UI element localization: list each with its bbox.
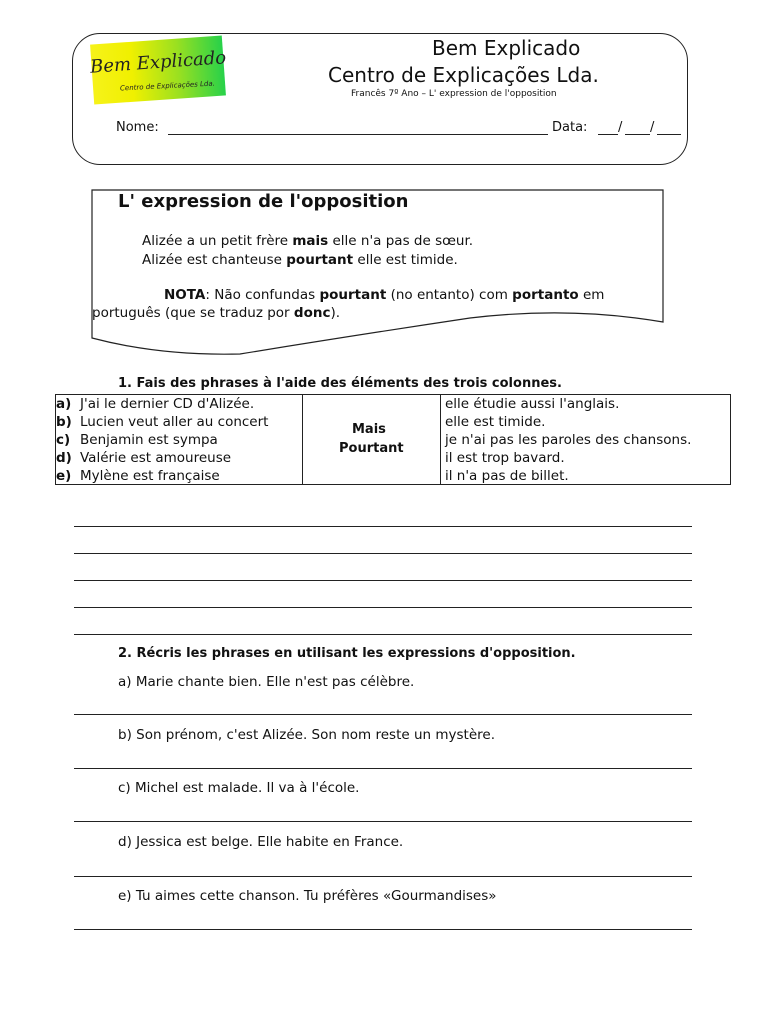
answer-line[interactable] [74, 553, 692, 554]
header-subtitle: Francês 7º Ano – L' expression de l'opposition [351, 89, 557, 99]
exercise2-item-a: a) Marie chante bien. Elle n'est pas célèbre. [118, 674, 415, 690]
answer-line[interactable] [74, 821, 692, 822]
answer-line[interactable] [74, 580, 692, 581]
exercise2-item-b: b) Son prénom, c'est Alizée. Son nom reste un mystère. [118, 727, 495, 743]
left-item-c: c) Benjamin est sympa [56, 432, 218, 448]
connector-pourtant: Pourtant [339, 441, 404, 456]
exercise2-item-c: c) Michel est malade. Il va à l'école. [118, 780, 360, 796]
date-day-line[interactable] [598, 134, 618, 135]
answer-line[interactable] [74, 929, 692, 930]
right-item-1: elle étudie aussi l'anglais. [445, 396, 620, 412]
left-item-e: e) Mylène est française [56, 468, 220, 484]
answer-line[interactable] [74, 526, 692, 527]
note-box [90, 188, 665, 358]
date-separator: / [650, 120, 655, 135]
name-field-line[interactable] [168, 134, 548, 135]
left-item-d: d) Valérie est amoureuse [56, 450, 232, 466]
header-title-line1: Bem Explicado [432, 36, 581, 60]
exercise2-item-d: d) Jessica est belge. Elle habite en France. [118, 834, 404, 850]
answer-line[interactable] [74, 607, 692, 608]
logo-title: Bem Explicado [89, 47, 227, 78]
date-month-line[interactable] [625, 134, 650, 135]
connector-mais: Mais [352, 422, 386, 437]
answer-line[interactable] [74, 876, 692, 877]
nota-line-1: NOTA: Não confundas pourtant (no entanto) com portanto em [164, 287, 605, 303]
right-item-5: il n'a pas de billet. [445, 468, 569, 484]
header-title-line2: Centro de Explicações Lda. [328, 63, 599, 87]
answer-line[interactable] [74, 768, 692, 769]
right-item-3: je n'ai pas les paroles des chansons. [445, 432, 692, 448]
logo-subtitle: Centro de Explicações Lda. [119, 79, 216, 93]
right-item-2: elle est timide. [445, 414, 546, 430]
left-item-b: b) Lucien veut aller au concert [56, 414, 269, 430]
date-separator: / [618, 120, 623, 135]
nota-line-2: português (que se traduz por donc). [92, 305, 341, 321]
example-sentence-1: Alizée a un petit frère mais elle n'a pas de sœur. [142, 233, 474, 249]
example-sentence-2: Alizée est chanteuse pourtant elle est timide. [142, 252, 458, 268]
date-year-line[interactable] [657, 134, 681, 135]
left-item-a: a) J'ai le dernier CD d'Alizée. [56, 396, 255, 412]
note-title: L' expression de l'opposition [118, 191, 409, 212]
exercise2-title: 2. Récris les phrases en utilisant les expressions d'opposition. [118, 646, 576, 661]
column-divider [302, 394, 303, 485]
exercise2-item-e: e) Tu aimes cette chanson. Tu préfères «Gourmandises» [118, 888, 497, 904]
answer-line[interactable] [74, 634, 692, 635]
answer-line[interactable] [74, 714, 692, 715]
column-divider [440, 394, 441, 485]
name-label: Nome: [116, 120, 159, 135]
exercise1-title: 1. Fais des phrases à l'aide des éléments des trois colonnes. [118, 376, 562, 391]
right-item-4: il est trop bavard. [445, 450, 565, 466]
date-label: Data: [552, 120, 588, 135]
